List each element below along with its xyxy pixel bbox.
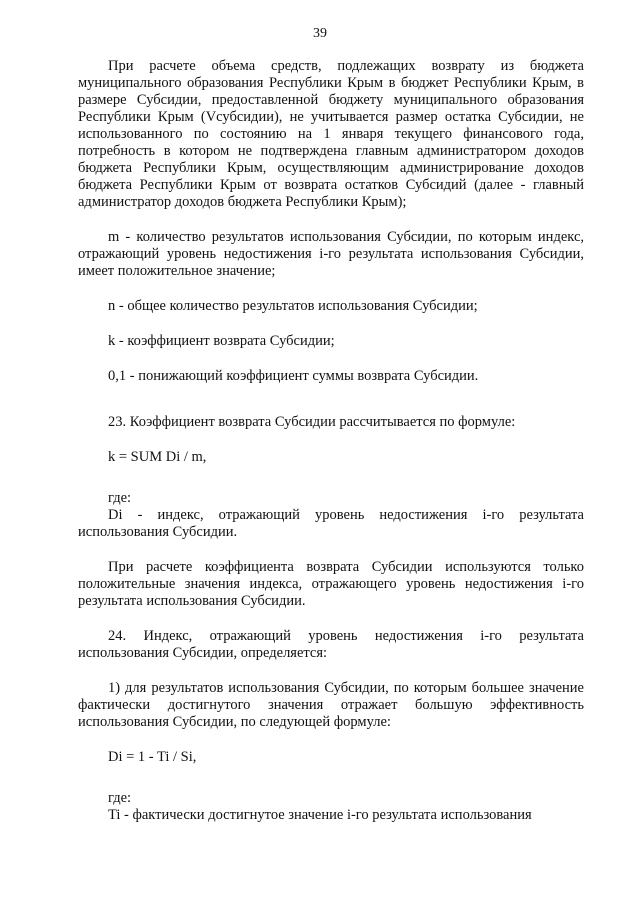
where-label-1: где: bbox=[108, 490, 132, 506]
formula-di: Di = 1 - Ti / Si, bbox=[108, 749, 197, 765]
paragraph-n-definition: n - общее количество результатов использования Субсидии; bbox=[108, 298, 478, 314]
page-number: 39 bbox=[313, 26, 327, 41]
paragraph-k-definition: k - коэффициент возврата Субсидии; bbox=[108, 333, 335, 349]
paragraph-case-1: 1) для результатов использования Субсидии, по которым большее значение фактически достигнутого значения отражает большую эффективность использования Субсидии, по следующей формуле: bbox=[78, 680, 584, 730]
document-body bbox=[78, 58, 584, 824]
paragraph-m-definition: m - количество результатов использования Субсидии, по которым индекс, отражающий уровень недостижения i-го результата использования Субсидии, имеет положительное значение; bbox=[78, 229, 584, 279]
where-label-2: где: bbox=[108, 790, 132, 806]
paragraph-ti-definition: Ti - фактически достигнутое значение i-го результата использования bbox=[108, 807, 532, 823]
paragraph-section-23: 23. Коэффициент возврата Субсидии рассчитывается по формуле: bbox=[108, 414, 516, 430]
paragraph-positive-values: При расчете коэффициента возврата Субсидии используются только положительные значения индекса, отражающего уровень недостижения i-го результата использования Субсидии. bbox=[78, 559, 584, 609]
paragraph-di-definition: Di - индекс, отражающий уровень недостижения i-го результата использования Субсидии. bbox=[78, 507, 584, 540]
paragraph-coefficient-definition: 0,1 - понижающий коэффициент суммы возврата Субсидии. bbox=[108, 368, 479, 384]
formula-k: k = SUM Di / m, bbox=[108, 449, 207, 465]
paragraph-section-24: 24. Индекс, отражающий уровень недостижения i-го результата использования Субсидии, определяется: bbox=[78, 628, 584, 661]
paragraph-return-calculation: При расчете объема средств, подлежащих возврату из бюджета муниципального образования Республики Крым в бюджет Республики Крым, в размере Субсидии, предоставленной бюджету муниципального образования Республики Крым (Vсубсидии), не учитывается размер остатка Субсидии, не использованного по состоянию на 1 января текущего финансового года, потребность в котором не подтверждена главным администратором доходов бюджета Республики Крым, осуществляющим администрирование доходов бюджета Республики Крым от возврата остатков Субсидий (далее - главный администратор доходов бюджета Республики Крым); bbox=[78, 58, 584, 210]
